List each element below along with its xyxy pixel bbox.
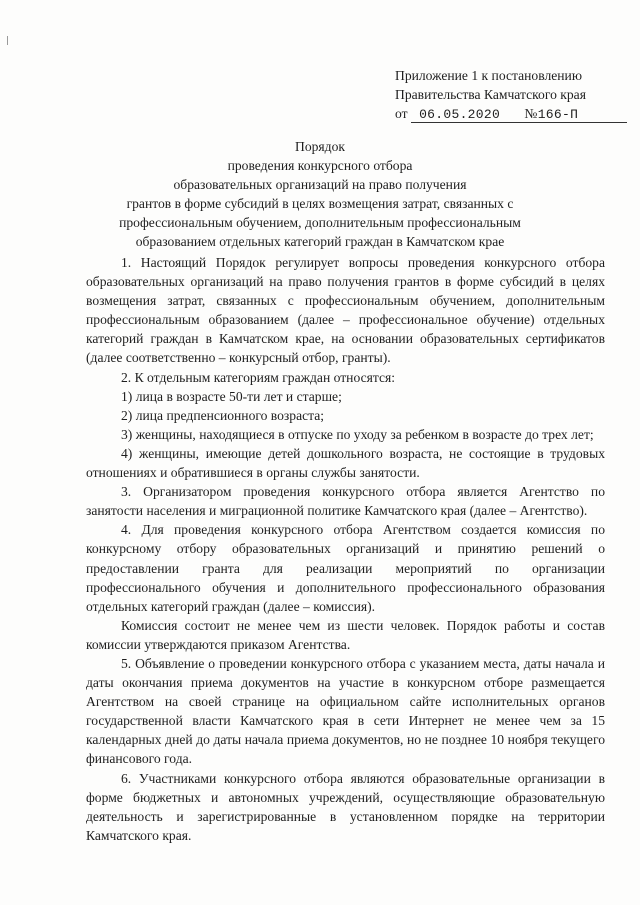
scan-edge-mark [7,36,8,45]
title-line-4: профессиональным обучением, дополнительным профессиональным [119,215,521,230]
paragraph-4: 4. Для проведения конкурсного отбора Агентством создается комиссия по конкурсному отбору образовательных организаций и принятию решений о предоставлении гранта для реализации мероприятий по организации профессионального обучения и дополнительного профессионального образования отдельных категорий граждан (далее – комиссия). [86,522,605,614]
document-title [95,137,545,251]
list-item-1: 1) лица в возрасте 50-ти лет и старше; [121,388,342,404]
paragraph-3: 3. Организатором проведения конкурсного отбора является Агентство по занятости населения и миграционной политике Камчатского края (далее – Агентство). [86,484,605,519]
appendix-number: 166-П [537,107,579,122]
paragraph-5: 5. Объявление о проведении конкурсного отбора с указанием места, даты начала и даты окончания приема документов на участие в конкурсном отборе размещается Агентством на своей странице на официальном сайте исполнительных органов государственной власти Камчатского края в сети Интернет не менее чем за 15 календарных дней до даты начала приема документов, но не позднее 10 ноября текущего финансового года. [86,655,605,767]
list-item-3: 3) женщины, находящиеся в отпуске по уходу за ребенком в возрасте до трех лет; [121,426,594,442]
paragraph-commission: Комиссия состоит не менее чем из шести человек. Порядок работы и состав комиссии утверждаются приказом Агентства. [86,617,605,652]
list-item-4: 4) женщины, имеющие детей дошкольного возраста, не состоящие в трудовых отношениях и обратившиеся в органы службы занятости. [86,445,605,481]
title-line-2: образовательных организаций на право получения [173,177,467,192]
appendix-date-prefix: от [395,106,411,121]
document-body [86,253,605,845]
appendix-date-line [395,104,625,123]
appendix-line-1: Приложение 1 к постановлению [395,68,582,83]
appendix-line-2: Правительства Камчатского края [395,87,586,102]
appendix-header [395,66,625,123]
paragraph-1: 1. Настоящий Порядок регулирует вопросы проведения конкурсного отбора образовательных организаций на право получения грантов в форме субсидий в целях возмещения затрат, связанных с профессиональным обучением, дополнительным профессиональным образованием (далее – профессиональное обучение) отдельных категорий граждан в Камчатском крае, на основании образовательных сертификатов (далее соответственно – конкурсный отбор, гранты). [86,255,605,366]
list-item-2: 2) лица предпенсионного возраста; [121,407,325,423]
appendix-date: 06.05.2020 №166-П [411,106,627,123]
paragraph-2: 2. К отдельным категориям граждан относятся: [121,369,396,385]
title-line-3: грантов в форме субсидий в целях возмещения затрат, связанных с [126,196,514,211]
title-line-5: образованием отдельных категорий граждан в Камчатском крае [135,234,505,249]
title-heading: Порядок [295,139,345,154]
paragraph-6: 6. Участниками конкурсного отбора являются образовательные организации в форме бюджетных и автономных учреждений, осуществляющие образовательную деятельность и зарегистрированные в установленном порядке на территории Камчатского края. [86,770,605,843]
title-line-1: проведения конкурсного отбора [227,158,413,173]
